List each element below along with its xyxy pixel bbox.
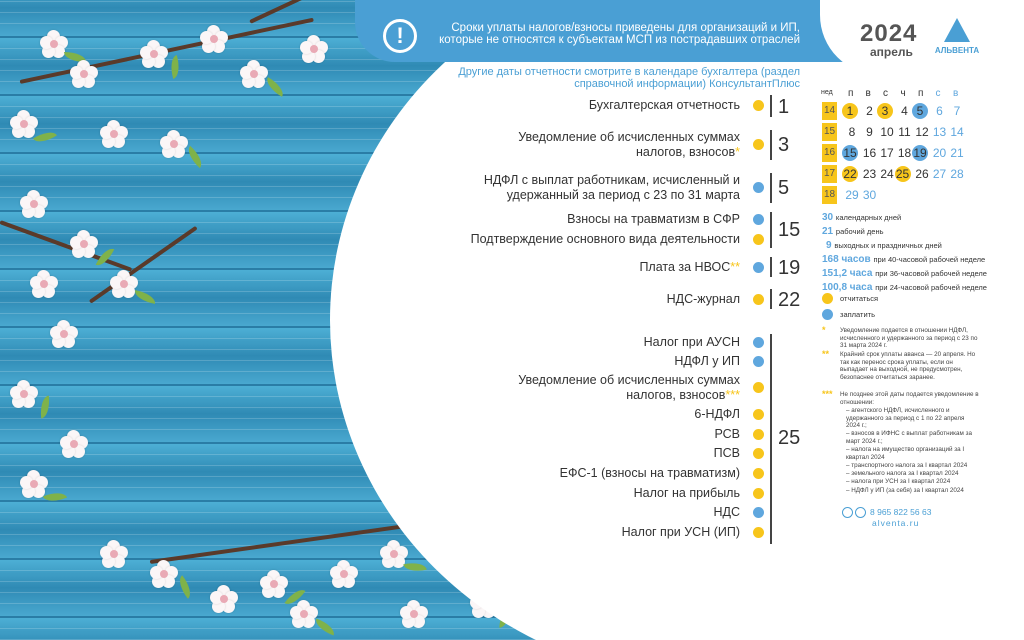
date-number: 22	[778, 289, 801, 311]
calendar-day: 17	[880, 146, 894, 160]
date-number: 1	[778, 96, 790, 118]
blossom	[10, 110, 38, 138]
calendar-day: 16	[862, 146, 877, 160]
blossom	[20, 190, 48, 218]
blossom-center	[210, 35, 218, 43]
blossom	[300, 35, 328, 63]
blossom-center	[120, 280, 128, 288]
calendar-day: 1	[842, 103, 858, 119]
blossom-center	[300, 610, 308, 618]
deadline-item	[320, 407, 740, 422]
pay-dot	[753, 356, 764, 367]
week-number: 17	[822, 165, 837, 183]
calendar-day: 27	[932, 167, 947, 181]
whatsapp-icon	[855, 507, 866, 518]
blossom	[150, 560, 178, 588]
deadline-label: Налог при УСН (ИП)	[621, 525, 740, 539]
report-dot	[753, 234, 764, 245]
month-stat	[822, 283, 987, 293]
blossom	[290, 600, 318, 628]
date-bar	[770, 212, 772, 248]
blossom	[20, 470, 48, 498]
calendar-day: 12	[915, 125, 929, 139]
deadline-item	[320, 486, 740, 501]
blossom-center	[160, 570, 168, 578]
report-dot	[753, 468, 764, 479]
stat-text: выходных и праздничных дней	[834, 241, 942, 250]
alventa-logo	[932, 16, 982, 62]
legend-report: отчитаться	[840, 294, 879, 303]
deadline-label: РСВ	[714, 427, 740, 441]
calendar-day: 9	[866, 125, 873, 139]
footnote-star: ***	[822, 389, 833, 399]
calendar-day: 26	[915, 167, 929, 181]
calendar-day: 20	[932, 146, 947, 160]
blossom	[10, 380, 38, 408]
deadline-label: 6-НДФЛ	[694, 407, 740, 421]
blossom	[240, 60, 268, 88]
footnote-text: Уведомление подается в отношении НДФЛ, исчисленного и удержанного за период с 23 по 31 марта 2024 г.	[840, 327, 978, 350]
month-stat	[822, 227, 884, 237]
date-bar	[770, 130, 772, 160]
deadline-item	[320, 260, 740, 275]
month: апрель	[870, 45, 913, 59]
blossom-center	[50, 40, 58, 48]
legend-pay-dot	[822, 309, 833, 320]
calendar-day: 8	[848, 125, 856, 139]
date-bar	[770, 95, 772, 117]
stat-value: 100,8 часа	[822, 282, 876, 293]
date-number: 15	[778, 219, 801, 241]
report-dot	[753, 382, 764, 393]
pay-dot	[753, 214, 764, 225]
blossom-center	[390, 550, 398, 558]
deadline-item	[320, 427, 740, 442]
blossom-center	[70, 440, 78, 448]
footnote-text: Не позднее этой даты подается уведомление в отношении:	[840, 391, 979, 406]
report-dot	[753, 429, 764, 440]
date-bar	[770, 289, 772, 309]
report-dot	[753, 100, 764, 111]
calendar-day: 3	[877, 103, 893, 119]
blossom-center	[60, 330, 68, 338]
blossom-center	[30, 200, 38, 208]
calendar-day: 2	[866, 104, 873, 118]
header-corner	[820, 0, 1024, 75]
warning-icon: !	[383, 19, 417, 53]
blossom	[50, 320, 78, 348]
calendar-day: 21	[950, 146, 964, 160]
deadline-label: Уведомление об исчисленных суммах налогов, взносов	[518, 373, 740, 402]
footnote-text: Крайний срок уплаты аванса — 20 апреля. Но так как перенос срока уплаты, если он выпадает на выходной, не предусмотрен, безопаснее отчитаться заранее.	[840, 351, 976, 381]
pay-dot	[753, 337, 764, 348]
stat-text: рабочий день	[835, 227, 884, 236]
calendar-day: 11	[898, 125, 911, 139]
blossom-center	[150, 50, 158, 58]
blossom	[70, 60, 98, 88]
deadline-label: Плата за НВОС	[639, 260, 731, 274]
blossom-center	[340, 570, 348, 578]
date-bar	[770, 257, 772, 277]
report-dot	[753, 409, 764, 420]
calendar-day: 18	[897, 146, 912, 160]
logo-text: АЛЬВЕНТА	[934, 46, 980, 55]
legend-report-dot	[822, 293, 833, 304]
deadline-item	[480, 173, 740, 203]
deadline-item	[480, 373, 740, 403]
blossom	[330, 560, 358, 588]
footnote-star: *	[735, 145, 740, 159]
report-dot	[753, 488, 764, 499]
pay-dot	[753, 182, 764, 193]
wood-plank	[0, 618, 560, 640]
notice-text: Сроки уплаты налогов/взносы приведены для организаций и ИП, которые не относятся к субъектам МСП из пострадавших отраслей	[439, 22, 800, 46]
deadline-label: Налог при АУСН	[643, 335, 740, 349]
footnote-star: ***	[725, 388, 740, 402]
deadline-label: Бухгалтерская отчетность	[588, 98, 740, 112]
week-number: 18	[822, 186, 837, 204]
blossom	[260, 570, 288, 598]
week-column-label: нед	[821, 89, 833, 96]
deadline-label: Взносы на травматизм в СФР	[567, 212, 740, 226]
white-panel-right	[770, 0, 1024, 640]
blossom	[100, 540, 128, 568]
date-number: 25	[778, 427, 801, 449]
calendar-day: 25	[895, 167, 910, 181]
calendar-day: 4	[901, 104, 908, 118]
deadline-item	[320, 335, 740, 350]
report-dot	[753, 448, 764, 459]
report-dot	[753, 527, 764, 538]
wood-grain	[0, 628, 560, 629]
calendar-day: 15	[843, 146, 857, 160]
calendar-day: 30	[862, 188, 877, 202]
blossom-center	[110, 550, 118, 558]
blossom-center	[220, 595, 228, 603]
deadline-item	[320, 98, 740, 113]
phone-icon	[842, 507, 853, 518]
stat-text: при 24-часовой рабочей неделе	[875, 283, 987, 292]
blossom-center	[40, 280, 48, 288]
weekday-label: п	[918, 88, 924, 99]
stat-value: 21	[822, 226, 836, 237]
stat-text: при 40-часовой рабочей неделе	[873, 255, 986, 264]
blossom	[30, 270, 58, 298]
calendar-day: 29	[845, 188, 859, 202]
deadline-item	[320, 292, 740, 307]
date-bar	[770, 173, 772, 203]
calendar-day: 24	[880, 167, 894, 181]
blossom-center	[80, 240, 88, 248]
weekday-label: с	[935, 88, 941, 99]
deadline-label: НДФЛ у ИП	[674, 354, 740, 368]
stat-value: 168 часов	[822, 254, 874, 265]
report-dot	[753, 139, 764, 150]
deadline-item	[320, 212, 740, 227]
date-number: 19	[778, 257, 801, 279]
calendar-day: 28	[950, 167, 964, 181]
footnote-star: **	[730, 260, 740, 274]
pay-dot	[753, 262, 764, 273]
stat-value: 30	[822, 212, 836, 223]
footnote-list-item: – налога на имущество организаций за I квартал 2024	[846, 446, 965, 461]
calendar-day: 13	[932, 125, 947, 139]
footnote	[822, 351, 982, 381]
blossom-center	[170, 140, 178, 148]
month-stat	[822, 269, 987, 279]
blossom	[60, 430, 88, 458]
deadline-label: НДФЛ с выплат работникам, исчисленный и удержанный за период с 23 по 31 марта	[483, 173, 740, 202]
blossom-center	[250, 70, 258, 78]
date-number: 3	[778, 134, 790, 156]
deadline-item	[320, 525, 740, 540]
weekday-label: ч	[900, 88, 906, 99]
blossom-center	[80, 70, 88, 78]
blossom	[140, 40, 168, 68]
contact-phone[interactable]: 8 965 822 56 63	[870, 507, 932, 517]
blossom-center	[20, 120, 28, 128]
deadline-item	[320, 466, 740, 481]
blossom-center	[30, 480, 38, 488]
footnote-list-item: – взносов в ИФНС с выплат работникам за март 2024 г.;	[846, 430, 973, 445]
week-number: 14	[822, 102, 837, 120]
footnote-list-item: – агентского НДФЛ, исчисленного и удержанного за период с 1 по 22 апреля 2024 г.;	[846, 407, 965, 430]
blossom	[70, 230, 98, 258]
footnote	[822, 327, 982, 350]
deadline-item	[320, 446, 740, 461]
blossom-center	[410, 610, 418, 618]
year: 2024	[860, 20, 918, 47]
calendar-day: 14	[950, 125, 964, 139]
contact-site[interactable]: alventa.ru	[872, 518, 920, 528]
month-stat	[826, 241, 942, 251]
deadline-label: Подтверждение основного вида деятельности	[470, 232, 740, 246]
footnote-list-item: – НДФЛ у ИП (за себя) за I квартал 2024	[846, 487, 964, 494]
date-bar	[770, 334, 772, 544]
calendar-day: 10	[880, 125, 894, 139]
calendar-day: 6	[936, 104, 943, 118]
blossom	[210, 585, 238, 613]
footnote-list-item: – налога при УСН за I квартал 2024	[846, 478, 951, 485]
blossom	[100, 120, 128, 148]
month-stat	[822, 213, 901, 223]
week-number: 16	[822, 144, 837, 162]
weekday-label: в	[953, 88, 959, 99]
stat-value: 151,2 часа	[822, 268, 876, 279]
deadline-item	[480, 130, 740, 160]
weekday-label: с	[883, 88, 888, 99]
blossom	[160, 130, 188, 158]
stat-text: при 36-часовой рабочей неделе	[875, 269, 987, 278]
footnote-list-item: – транспортного налога за I квартал 2024	[846, 462, 968, 469]
deadline-label: Уведомление об исчисленных суммах налогов, взносов	[518, 130, 740, 159]
weekday-label: в	[865, 88, 871, 99]
date-number: 5	[778, 177, 790, 199]
deadline-item	[320, 232, 740, 247]
stat-text: календарных дней	[835, 213, 902, 222]
footnote-list-item: – земельного налога за I квартал 2024	[846, 470, 959, 477]
deadline-label: Налог на прибыль	[633, 486, 740, 500]
calendar-hint: Другие даты отчетности смотрите в календаре бухгалтера (раздел справочной информации) КонсультантПлюс	[458, 66, 800, 90]
blossom-center	[270, 580, 278, 588]
pay-dot	[753, 507, 764, 518]
calendar-day: 23	[862, 167, 877, 181]
deadline-item	[320, 505, 740, 520]
footnote	[822, 391, 982, 406]
deadline-label: НДС	[713, 505, 740, 519]
deadline-label: НДС-журнал	[666, 292, 740, 306]
footnote-star: **	[822, 349, 830, 359]
legend-pay: заплатить	[840, 310, 876, 319]
deadline-item	[320, 354, 740, 369]
blossom	[400, 600, 428, 628]
month-stat	[822, 255, 985, 265]
calendar-day: 5	[912, 103, 928, 119]
footnote-star: *	[822, 325, 826, 335]
week-number: 15	[822, 123, 837, 141]
weekday-label: п	[848, 88, 854, 99]
blossom-center	[20, 390, 28, 398]
deadline-label: ЕФС-1 (взносы на травматизм)	[559, 466, 740, 480]
logo-triangle-icon	[944, 18, 970, 42]
blossom-center	[110, 130, 118, 138]
blossom	[110, 270, 138, 298]
stat-value: 9	[826, 240, 835, 251]
report-dot	[753, 294, 764, 305]
calendar-day: 7	[953, 104, 961, 118]
calendar-day: 22	[843, 167, 857, 181]
deadline-label: ПСВ	[713, 446, 740, 460]
calendar-day: 19	[913, 146, 927, 160]
blossom	[200, 25, 228, 53]
blossom-center	[310, 45, 318, 53]
